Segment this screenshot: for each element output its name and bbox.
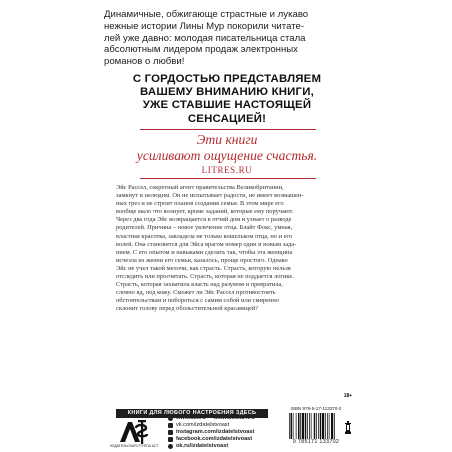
blurb-line: вообще мало что волнует, кроме заданий, которые ему поручают. [116, 208, 294, 216]
vk-icon [168, 423, 173, 428]
quote [96, 132, 358, 164]
odnoklassniki-icon [168, 444, 173, 449]
blurb-line: исчезла из жизни его семьи, казалось, проще простого. Однако [116, 256, 288, 264]
blurb-line: родителей. Причина – новое увлечение отца. Блайт Фокс, умная, [116, 224, 293, 232]
blurb-line: замкнут и нелюдим. Он не испытывает радости, не имеет возвышен- [116, 192, 304, 200]
divider-bottom [140, 178, 316, 179]
publisher-links [168, 415, 278, 450]
facebook-icon [168, 437, 173, 442]
intro-line: романов о любви! [104, 56, 185, 68]
globe-icon [168, 416, 173, 421]
quote-line: Эти книги [196, 132, 258, 147]
blurb-line: Эйс не учел такой мелочи, как страсть. Страсть, которую нельзя [116, 264, 291, 272]
headline-line: СЕНСАЦИЕЙ! [187, 112, 267, 125]
website-link[interactable]: www.ast.ru [176, 415, 206, 421]
barcode-digits: 9 785171 133702 [292, 439, 340, 445]
blurb-line: Через два года Эйс возвращается в отчий дом и узнает о разводе [116, 216, 292, 224]
blurb-line: Эйс Рассел, секретный агент правительства Великобритании, [116, 184, 284, 191]
quote-source: LITRES.RU [201, 165, 253, 175]
intro-line: нежные истории Лины Мур покорили читате- [104, 20, 305, 32]
link-row-instagram [168, 429, 278, 436]
blurb-line: словно яд, под кожу. Сможет ли Эйс Рассел противостоять [116, 289, 276, 297]
headline [96, 73, 358, 126]
quote-line: усиливают ощущение счастья. [136, 148, 318, 163]
blurb [116, 184, 348, 314]
intro-line: Динамичные, обжигающе страстные и лукаво [104, 9, 309, 20]
logo-caption: ИЗДАТЕЛЬСКАЯ ГРУППА АСТ [110, 444, 159, 448]
vk-link[interactable]: vk.com/izdatelstvoast [176, 422, 230, 428]
headline-line: УЖЕ СТАВШИЕ НАСТОЯЩЕЙ [142, 99, 312, 112]
instagram-link[interactable]: instagram.com/izdatelstvoast [176, 429, 255, 435]
blurb-line: Страсть, которая захватила власть над разумом и превратила, [116, 281, 283, 289]
age-rating-badge: 18+ [343, 393, 353, 399]
instagram-icon [168, 430, 173, 435]
link-row-vk [168, 422, 278, 429]
isbn: ISBN 978-5-17-113370-2 [290, 406, 342, 411]
odnoklassniki-link[interactable]: ok.ru/izdatelstvoast [176, 443, 229, 449]
website-link-2[interactable]: www.book24.ru [213, 415, 255, 421]
link-row-websites [168, 415, 278, 422]
headline-line: ВАШЕМУ ВНИМАНИЮ КНИГИ, [140, 86, 314, 99]
blurb-line: властная красотка, завладела не только кошельком отца, но и его [116, 232, 293, 240]
intro-line: абсолютным лидером продаж электронных [104, 44, 298, 56]
divider-top [140, 129, 316, 130]
lamp-icon [344, 421, 352, 435]
ast-logo-icon [116, 416, 150, 446]
slogan-bar: КНИГИ ДЛЯ ЛЮБОГО НАСТРОЕНИЯ ЗДЕСЬ [116, 409, 268, 418]
link-row-facebook [168, 436, 278, 443]
intro-paragraph [104, 9, 352, 68]
intro-line: лей уже давно: молодая писательница стала [104, 32, 306, 44]
blurb-line: обстоятельствам и побороться с самим собой или смиренно [116, 297, 280, 305]
headline-line: С ГОРДОСТЬЮ ПРЕДСТАВЛЯЕМ [132, 73, 322, 85]
separator: • [208, 415, 211, 421]
blurb-line: волей. Она становится для Эйса врагом номер один и новым зада- [116, 240, 297, 248]
blurb-line: отследить или просчитать. Страсть, которая не поддается логике. [116, 273, 294, 281]
blurb-line: ных грез и не строит планов создания семьи. В этом мире его [116, 200, 284, 208]
blurb-line: нием. С его опытом и навыками сделать так, чтобы эта женщина [116, 248, 293, 256]
blurb-line: склонит голову перед обольстительной красавицей? [116, 305, 259, 313]
link-row-odnoklassniki [168, 443, 278, 450]
facebook-link[interactable]: facebook.com/izdatelstvoast [176, 436, 253, 442]
barcode [289, 413, 343, 439]
